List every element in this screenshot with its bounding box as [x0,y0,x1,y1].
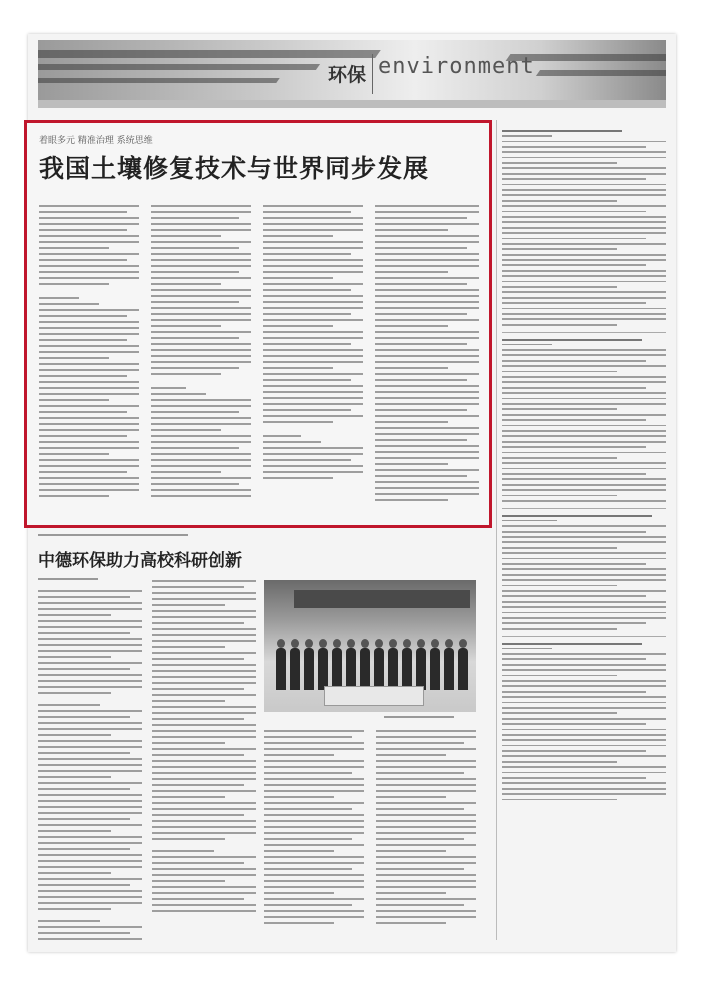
decorative-streak [38,64,320,70]
person-figure [304,648,314,690]
second-kicker [38,534,188,536]
article-column [152,580,256,916]
newspaper-page [28,34,676,952]
masthead-strip [38,100,666,108]
event-photo [264,580,476,712]
rail-article-title [502,339,642,341]
rail-article-byline [502,344,552,346]
decorative-streak [38,78,280,83]
second-byline [38,578,98,580]
person-figure [430,648,440,690]
rail-article-byline [502,135,552,137]
person-figure [458,648,468,690]
signing-table [324,686,424,706]
photo-caption [384,716,454,718]
second-headline: 中德环保助力高校科研创新 [38,551,242,571]
section-header [38,40,666,108]
person-figure [276,648,286,690]
photo-banner [294,590,470,608]
person-figure [402,648,412,690]
article-column [39,205,139,501]
person-figure [374,648,384,690]
person-figure [444,648,454,690]
article-column [38,590,142,944]
rail-article-byline [502,520,557,522]
article-column [375,205,479,505]
rail-article-title [502,643,642,645]
section-title-cn: 环保 [328,64,367,86]
decorative-streak [536,70,666,76]
article-column [376,730,476,928]
person-figure [318,648,328,690]
person-figure [332,648,342,690]
article-column [263,205,363,483]
rail-article-byline [502,648,552,650]
header-divider [372,54,373,94]
article-column [264,730,364,928]
person-figure [290,648,300,690]
decorative-streak [38,50,381,58]
person-figure [346,648,356,690]
section-title-en: environment [378,54,535,79]
person-figure [360,648,370,690]
rail-article-title [502,130,622,132]
article-column [151,205,251,501]
right-rail [502,120,666,804]
featured-headline: 我国土壤修复技术与世界同步发展 [39,154,430,183]
featured-kicker: 着眼多元 精准治理 系统思维 [39,136,153,146]
person-figure [388,648,398,690]
rail-article-title [502,515,652,517]
person-figure [416,648,426,690]
featured-article-highlight [24,120,492,528]
column-separator [496,120,497,940]
